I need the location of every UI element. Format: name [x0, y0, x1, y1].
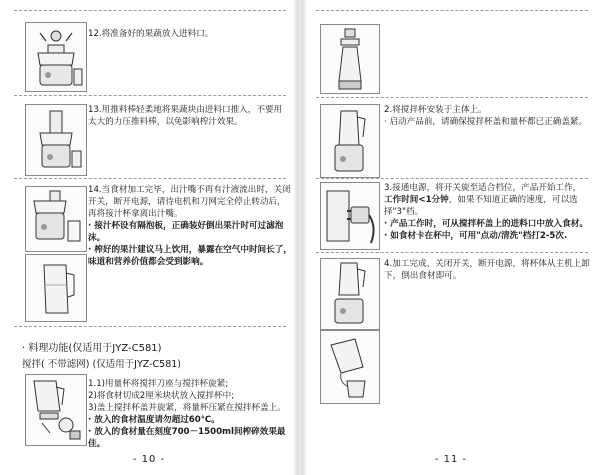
step14-illustration: [25, 186, 87, 252]
step4-pour-illustration: [320, 330, 380, 404]
step3-text: 3.接通电源，将开关旋至适合档位，产品开始工作，: [384, 183, 582, 193]
page-number: - 10 -: [132, 454, 166, 465]
step1-line1: 1.1)用量杯将搅拌刀座与搅拌杯旋紧;: [88, 379, 229, 389]
blender-top-icon: [321, 25, 379, 93]
section-subtitle: 搅拌( 不带滤网) (仅适用于JYZ-C581): [22, 359, 182, 370]
divider: [14, 326, 286, 327]
step4-illustration: [320, 258, 380, 330]
blender-assembly-icon: [26, 375, 86, 445]
step2-text: 2.将搅拌杯安装于主体上。: [384, 105, 487, 115]
step1-line2: 2)将食材切成2厘米块状放入搅拌杯中;: [88, 391, 235, 401]
blender-remove-icon: [321, 259, 379, 329]
step1-illustration: [25, 374, 87, 446]
step3-bold: 工作时间<1分钟: [384, 195, 449, 205]
step13-illustration: [25, 104, 87, 176]
juice-jug-icon: [26, 255, 86, 321]
step3-illustration: [320, 182, 380, 250]
plug-socket-icon: [321, 183, 379, 249]
step2-note: · 启动产品前，请确保搅拌杯盖和量杯都已正确盖紧。: [384, 117, 588, 127]
step12-illustration: [25, 22, 87, 92]
section-title: · 料理功能(仅适用于JYZ-C581): [22, 343, 162, 354]
step14-note2: · 榨好的果汁建议马上饮用，暴露在空气中时间长了，味道和营养价值都会受到影响。: [88, 245, 292, 267]
pour-icon: [321, 331, 379, 403]
page-number: - 11 -: [434, 454, 468, 465]
divider: [316, 97, 588, 98]
step1-line4: · 放入的食材温度请勿超过60℃。: [88, 415, 220, 425]
step3-block: [384, 182, 594, 242]
step1-block: [88, 378, 292, 450]
step14-text: 14.当食材加工完毕，出汁嘴不再有汁液流出时，关闭开关，断开电源，请待电机和刀网完全停止转动后，再将接汁杯拿离出汁嘴。: [88, 185, 291, 219]
divider: [14, 178, 286, 179]
step3-rest: ，如果不知道正确的速度，可以选择"3"档。: [384, 195, 578, 217]
pusher-icon: [26, 105, 86, 175]
divider: [316, 252, 588, 253]
juicer-jug-icon: [26, 187, 86, 251]
left-page: [0, 0, 298, 475]
juicer-loading-icon: [26, 23, 86, 91]
divider: [14, 95, 286, 96]
step13-text: 13.用推料棒轻柔地将果蔬块由进料口推入，不要用太大的力压推料棒，以免影响榨汁效果。: [88, 105, 283, 127]
step14-block: [88, 184, 292, 268]
divider: [316, 178, 588, 179]
step2-illustration: [320, 104, 380, 178]
right-page: [302, 0, 600, 475]
divider: [316, 10, 588, 11]
step0-illustration: [320, 24, 380, 94]
step14-jug-illustration: [25, 254, 87, 322]
step1-line3: 3)盖上搅拌杯盖并旋紧，将量杯压紧在搅拌杯盖上。: [88, 403, 286, 413]
step3-note1: · 产品工作时，可从搅拌杯盖上的进料口中放入食材。: [384, 219, 588, 229]
step2-block: [384, 104, 592, 128]
blender-mounted-icon: [321, 105, 379, 177]
step4-text: 4.加工完成，关闭开关，断开电源，将杯体从主机上卸下，倒出食材即可。: [384, 259, 590, 281]
divider: [14, 10, 286, 11]
step14-note1: · 接汁杯设有隔泡板，正确装好倒出果汁时可过滤泡沫。: [88, 221, 284, 243]
step1-line5: · 放入的食材量在刻度700－1500ml间榨碎效果最佳。: [88, 427, 286, 449]
step3-note2: · 如食材卡在杯中，可用"点动/清洗"档打2-5次.: [384, 231, 568, 241]
step12-text: 12.将准备好的果蔬放入进料口。: [88, 29, 214, 39]
